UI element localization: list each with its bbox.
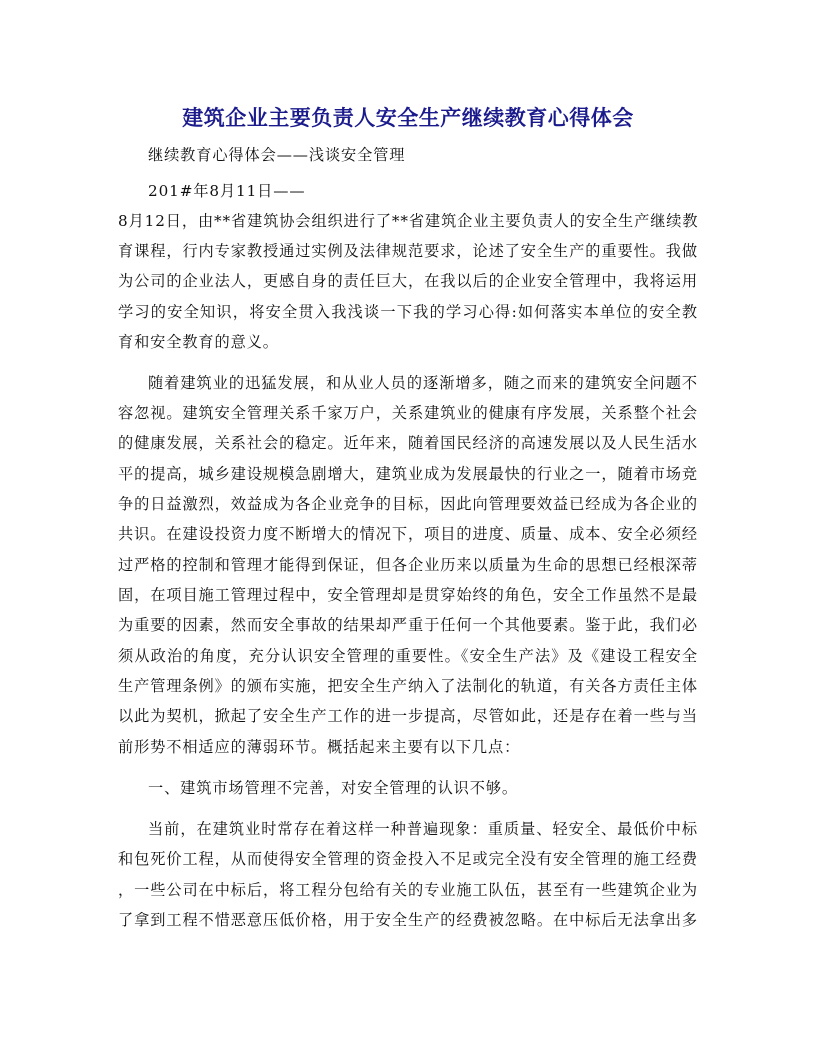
paragraph-2-line-1: 随着建筑业的迅猛发展，和从业人员的逐渐增多，随之而来的建筑安全问题不 xyxy=(148,374,698,392)
paragraph-1-line-2: 育课程，行内专家教授通过实例及法律规范要求，论述了安全生产的重要性。我做 xyxy=(118,242,698,260)
paragraph-3-line-3: ，一些公司在中标后，将工程分包给有关的专业施工队伍，甚至有一些建筑企业为 xyxy=(118,881,698,899)
date-line: 201#年8月11日—— xyxy=(148,182,306,200)
paragraph-2-line-7: 过严格的控制和管理才能得到保证，但各企业历来以质量为生命的思想已经根深蒂 xyxy=(118,556,698,574)
paragraph-2-line-2: 容忽视。建筑安全管理关系千家万户，关系建筑业的健康有序发展，关系整个社会 xyxy=(118,404,698,422)
paragraph-2-line-5: 争的日益激烈，效益成为各企业竞争的目标，因此向管理要效益已经成为各企业的 xyxy=(118,495,698,513)
paragraph-2-line-11: 生产管理条例》的颁布实施，把安全生产纳入了法制化的轨道，有关各方责任主体 xyxy=(118,677,698,695)
paragraph-3-line-4: 了拿到工程不惜恶意压低价格，用于安全生产的经费被忽略。在中标后无法拿出多 xyxy=(118,911,698,929)
paragraph-2-line-12: 以此为契机，掀起了安全生产工作的进一步提高，尽管如此，还是存在着一些与当 xyxy=(118,707,698,725)
paragraph-2-line-4: 平的提高，城乡建设规模急剧增大，建筑业成为发展最快的行业之一，随着市场竞 xyxy=(118,465,698,483)
paragraph-2-line-9: 为重要的因素，然而安全事故的结果却严重于任何一个其他要素。鉴于此，我们必 xyxy=(118,616,698,634)
document-title: 建筑企业主要负责人安全生产继续教育心得体会 xyxy=(182,105,634,130)
paragraph-3-line-2: 和包死价工程，从而使得安全管理的资金投入不足或完全没有安全管理的施工经费 xyxy=(118,850,698,868)
paragraph-1-line-4: 学习的安全知识，将安全贯入我浅谈一下我的学习心得:如何落实本单位的安全教 xyxy=(118,303,698,321)
paragraph-2-line-6: 共识。在建设投资力度不断增大的情况下，项目的进度、质量、成本、安全必须经 xyxy=(118,525,698,543)
subtitle-line: 继续教育心得体会——浅谈安全管理 xyxy=(148,146,406,164)
paragraph-2-line-10: 须从政治的角度，充分认识安全管理的重要性。《安全生产法》及《建设工程安全 xyxy=(118,647,698,665)
paragraph-2-line-13: 前形势不相适应的薄弱环节。概括起来主要有以下几点： xyxy=(118,738,521,756)
paragraph-2-line-3: 的健康发展，关系社会的稳定。近年来，随着国民经济的高速发展以及人民生活水 xyxy=(118,434,698,452)
paragraph-2-line-8: 固，在项目施工管理过程中，安全管理却是贯穿始终的角色，安全工作虽然不是最 xyxy=(118,586,698,604)
paragraph-1-line-3: 为公司的企业法人，更感自身的责任巨大，在我以后的企业安全管理中，我将运用 xyxy=(118,272,698,290)
paragraph-1-line-5: 育和安全教育的意义。 xyxy=(118,333,279,351)
paragraph-1-line-1: 8月12日，由**省建筑协会组织进行了**省建筑企业主要负责人的安全生产继续教 xyxy=(118,212,699,230)
paragraph-3-line-1: 当前，在建筑业时常存在着这样一种普遍现象：重质量、轻安全、最低价中标 xyxy=(148,820,698,838)
section-heading-1: 一、建筑市场管理不完善，对安全管理的认识不够。 xyxy=(148,779,519,797)
